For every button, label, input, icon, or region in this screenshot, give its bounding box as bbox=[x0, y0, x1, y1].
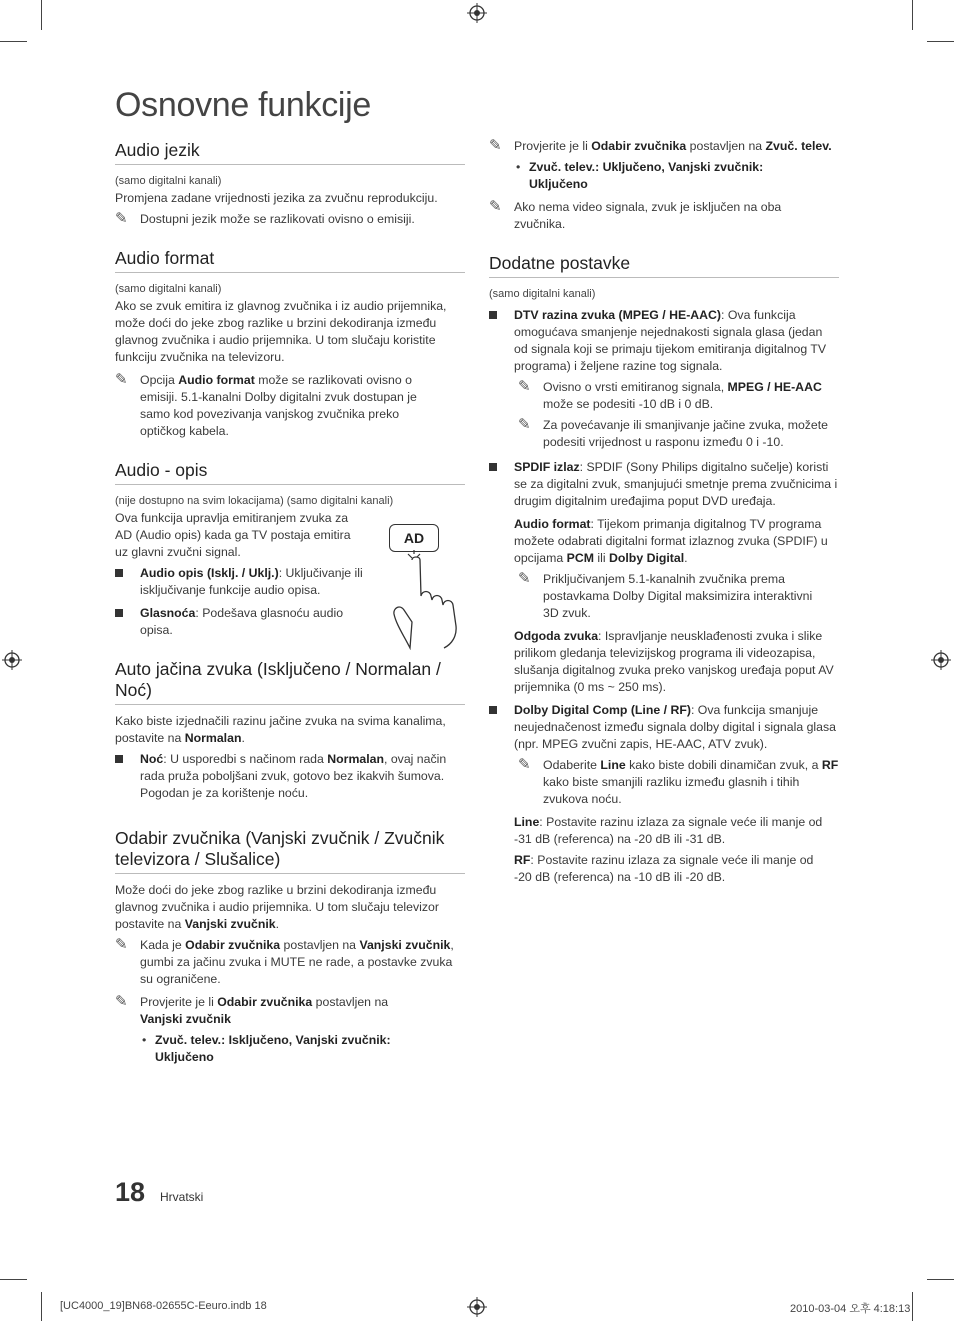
dot-bullet-item: • Zvuč. telev.: Uključeno, Vanjski zvučnik: Uključeno bbox=[516, 160, 764, 191]
bullet-square-icon bbox=[115, 609, 123, 617]
bullet-square-icon bbox=[489, 706, 497, 714]
registration-mark-icon bbox=[2, 650, 22, 670]
section-title-audio-opis: Audio - opis bbox=[115, 460, 465, 485]
bullet-item: Audio opis (Isklj. / Uklj.): Uključivanje ili isključivanje funkcije audio opisa. bbox=[115, 565, 365, 599]
note: ✎ Ovisno o vrsti emitiranog signala, MPEG / HE-AAC može se podesiti -10 dB i 0 dB. bbox=[518, 378, 822, 411]
crop-mark bbox=[41, 1292, 42, 1321]
note: ✎ Provjerite je li Odabir zvučnika postavljen na Zvuč. telev. bbox=[489, 137, 832, 154]
page-number: 18 bbox=[115, 1177, 146, 1207]
pencil-note-icon: ✎ bbox=[489, 198, 502, 215]
crop-mark bbox=[0, 1279, 27, 1280]
pencil-note-icon: ✎ bbox=[518, 378, 531, 395]
crop-mark bbox=[912, 0, 913, 30]
note: ✎ Kada je Odabir zvučnika postavljen na Vanjski zvučnik, gumbi za jačinu zvuka i MUTE ne rade, a postavke zvuka su ograničene. bbox=[115, 936, 454, 986]
section-title-dodatne-postavke: Dodatne postavke bbox=[489, 253, 839, 278]
pencil-note-icon: ✎ bbox=[518, 570, 531, 587]
crop-mark bbox=[41, 0, 42, 30]
dot-bullet-item: • Zvuč. telev.: Isključeno, Vanjski zvučnik: Uključeno bbox=[142, 1033, 391, 1064]
pencil-note-icon: ✎ bbox=[115, 210, 128, 227]
paragraph: Odgoda zvuka: Ispravljanje neusklađenosti zvuka i slike prilikom gledanja televizijskog programa ili videozapisa, slušanja digitalnog zvuka preko vanjskog uređaja poput AV prijemnika (0 ms ~ 250 ms). bbox=[514, 629, 834, 694]
paragraph: Ova funkcija upravlja emitiranjem zvuka za AD (Audio opis) kada ga TV postaja emitira uz glavni zvučni signal. bbox=[115, 511, 351, 559]
bullet-square-icon bbox=[489, 463, 497, 471]
section-title-auto-jacina: Auto jačina zvuka (Isključeno / Normalan / Noć) bbox=[115, 659, 465, 705]
pencil-note-icon: ✎ bbox=[518, 416, 531, 433]
bullet-item: Dolby Digital Comp (Line / RF): Ova funkcija smanjuje neujednačenost između signala dolby digital i signala glasa (npr. MPEG zvučni zapis, HE-AAC, ATV zvuk). bbox=[489, 702, 839, 753]
bullet-item: SPDIF izlaz: SPDIF (Sony Philips digitalno sučelje) koristi se za digitalni zvuk, smanjujući smetnje prema zvučnicima i drugim digitalnim uređajima poput DVD uređaja. bbox=[489, 459, 839, 510]
paragraph: Promjena zadane vrijednosti jezika za zvučnu reprodukciju. bbox=[115, 191, 438, 205]
section-subtitle: (samo digitalni kanali) bbox=[115, 175, 222, 187]
print-timestamp: 2010-03-04 오후 4:18:13 bbox=[790, 1303, 911, 1315]
pencil-note-icon: ✎ bbox=[115, 936, 128, 953]
registration-mark-icon bbox=[467, 3, 487, 23]
section-subtitle: (samo digitalni kanali) bbox=[489, 288, 596, 300]
section-subtitle: (nije dostupno na svim lokacijama) (samo digitalni kanali) bbox=[115, 495, 394, 507]
paragraph: Line: Postavite razinu izlaza za signale veće ili manje od -31 dB (referenca) na -20 dB ili -31 dB. bbox=[514, 815, 823, 846]
pencil-note-icon: ✎ bbox=[489, 137, 502, 154]
crop-mark bbox=[927, 41, 954, 42]
registration-mark-icon bbox=[931, 650, 951, 670]
pencil-note-icon: ✎ bbox=[115, 993, 128, 1010]
section-title-odabir-zvucnika: Odabir zvučnika (Vanjski zvučnik / Zvučnik televizora / Slušalice) bbox=[115, 828, 465, 874]
right-column bbox=[489, 138, 839, 886]
section-title-audio-jezik: Audio jezik bbox=[115, 140, 465, 165]
bullet-item: Glasnoća: Podešava glasnoću audio opisa. bbox=[115, 605, 365, 639]
pencil-note-icon: ✎ bbox=[518, 756, 531, 773]
note: ✎ Ako nema video signala, zvuk je isključen na oba zvučnika. bbox=[489, 198, 782, 231]
note: ✎ Dostupni jezik može se razlikovati ovisno o emisiji. bbox=[115, 210, 415, 227]
note: ✎ Za povećavanje ili smanjivanje jačine zvuka, možete podesiti vrijednost u rasponu između 0 i -10. bbox=[518, 416, 829, 449]
crop-mark bbox=[912, 1292, 913, 1321]
note: ✎ Priključivanjem 5.1-kanalnih zvučnika prema postavkama Dolby Digital maksimizira interaktivni 3D zvuk. bbox=[518, 570, 813, 620]
paragraph: Ako se zvuk emitira iz glavnog zvučnika i iz audio prijemnika, može doći do jeke zbog razlike u brzini dekodiranja između glavnog zvučnika i audio prijemnika. U tom slučaju koristite funkciju zvučnika na televizoru. bbox=[115, 299, 447, 364]
hand-pointer-icon bbox=[392, 548, 470, 650]
ad-button-illustration: AD bbox=[389, 524, 439, 552]
note: ✎ Odaberite Line kako biste dobili dinamičan zvuk, a RF kako biste smanjili razliku između glasnih i tihih zvukova noću. bbox=[518, 756, 839, 806]
bullet-dot-icon: • bbox=[142, 1033, 147, 1047]
bullet-dot-icon: • bbox=[516, 160, 521, 174]
language-label: Hrvatski bbox=[160, 1190, 204, 1204]
section-subtitle: (samo digitalni kanali) bbox=[115, 283, 222, 295]
section-title-audio-format: Audio format bbox=[115, 248, 465, 273]
note: ✎ Provjerite je li Odabir zvučnika postavljen na Vanjski zvučnik bbox=[115, 993, 389, 1026]
paragraph: Može doći do jeke zbog razlike u brzini dekodiranja između glavnog zvučnika i audio prijemnika. U tom slučaju televizor postavite na Vanjski zvučnik. bbox=[115, 883, 439, 931]
bullet-square-icon bbox=[489, 311, 497, 319]
pencil-note-icon: ✎ bbox=[115, 371, 128, 388]
crop-mark bbox=[0, 41, 27, 42]
bullet-square-icon bbox=[115, 569, 123, 577]
note: ✎ Opcija Audio format može se razlikovati ovisno o emisiji. 5.1-kanalni Dolby digitalni zvuk dostupan je samo kod povezivanja vanjskog zvučnika preko optičkog kabela. bbox=[115, 371, 417, 438]
file-info: [UC4000_19]BN68-02655C-Eeuro.indb 18 bbox=[60, 1300, 267, 1312]
registration-mark-icon bbox=[467, 1297, 487, 1317]
paragraph: Audio format: Tijekom primanja digitalnog TV programa možete odabrati digitalni format izlaznog zvuka (SPDIF) u opcijama PCM ili Dolby Digital. bbox=[514, 517, 828, 565]
crop-mark bbox=[927, 1279, 954, 1280]
paragraph: RF: Postavite razinu izlaza za signale veće ili manje od -20 dB (referenca) na -10 dB ili -20 dB. bbox=[514, 853, 814, 884]
bullet-square-icon bbox=[115, 755, 123, 763]
page-title: Osnovne funkcije bbox=[115, 86, 372, 124]
bullet-item: Noć: U usporedbi s načinom rada Normalan, ovaj način rada pruža poboljšani zvuk, gotovo bez ikakvih šumova. Pogodan je za korištenje noću. bbox=[115, 751, 465, 802]
bullet-item: DTV razina zvuka (MPEG / HE-AAC): Ova funkcija omogućava smanjenje nejednakosti signala glasa (jedan od signala koji se primaju tijekom emitiranja digitalnog TV programa) i željene razine tog signala. bbox=[489, 307, 839, 375]
paragraph: Kako biste izjednačili razinu jačine zvuka na svima kanalima, postavite na Normalan. bbox=[115, 714, 446, 745]
